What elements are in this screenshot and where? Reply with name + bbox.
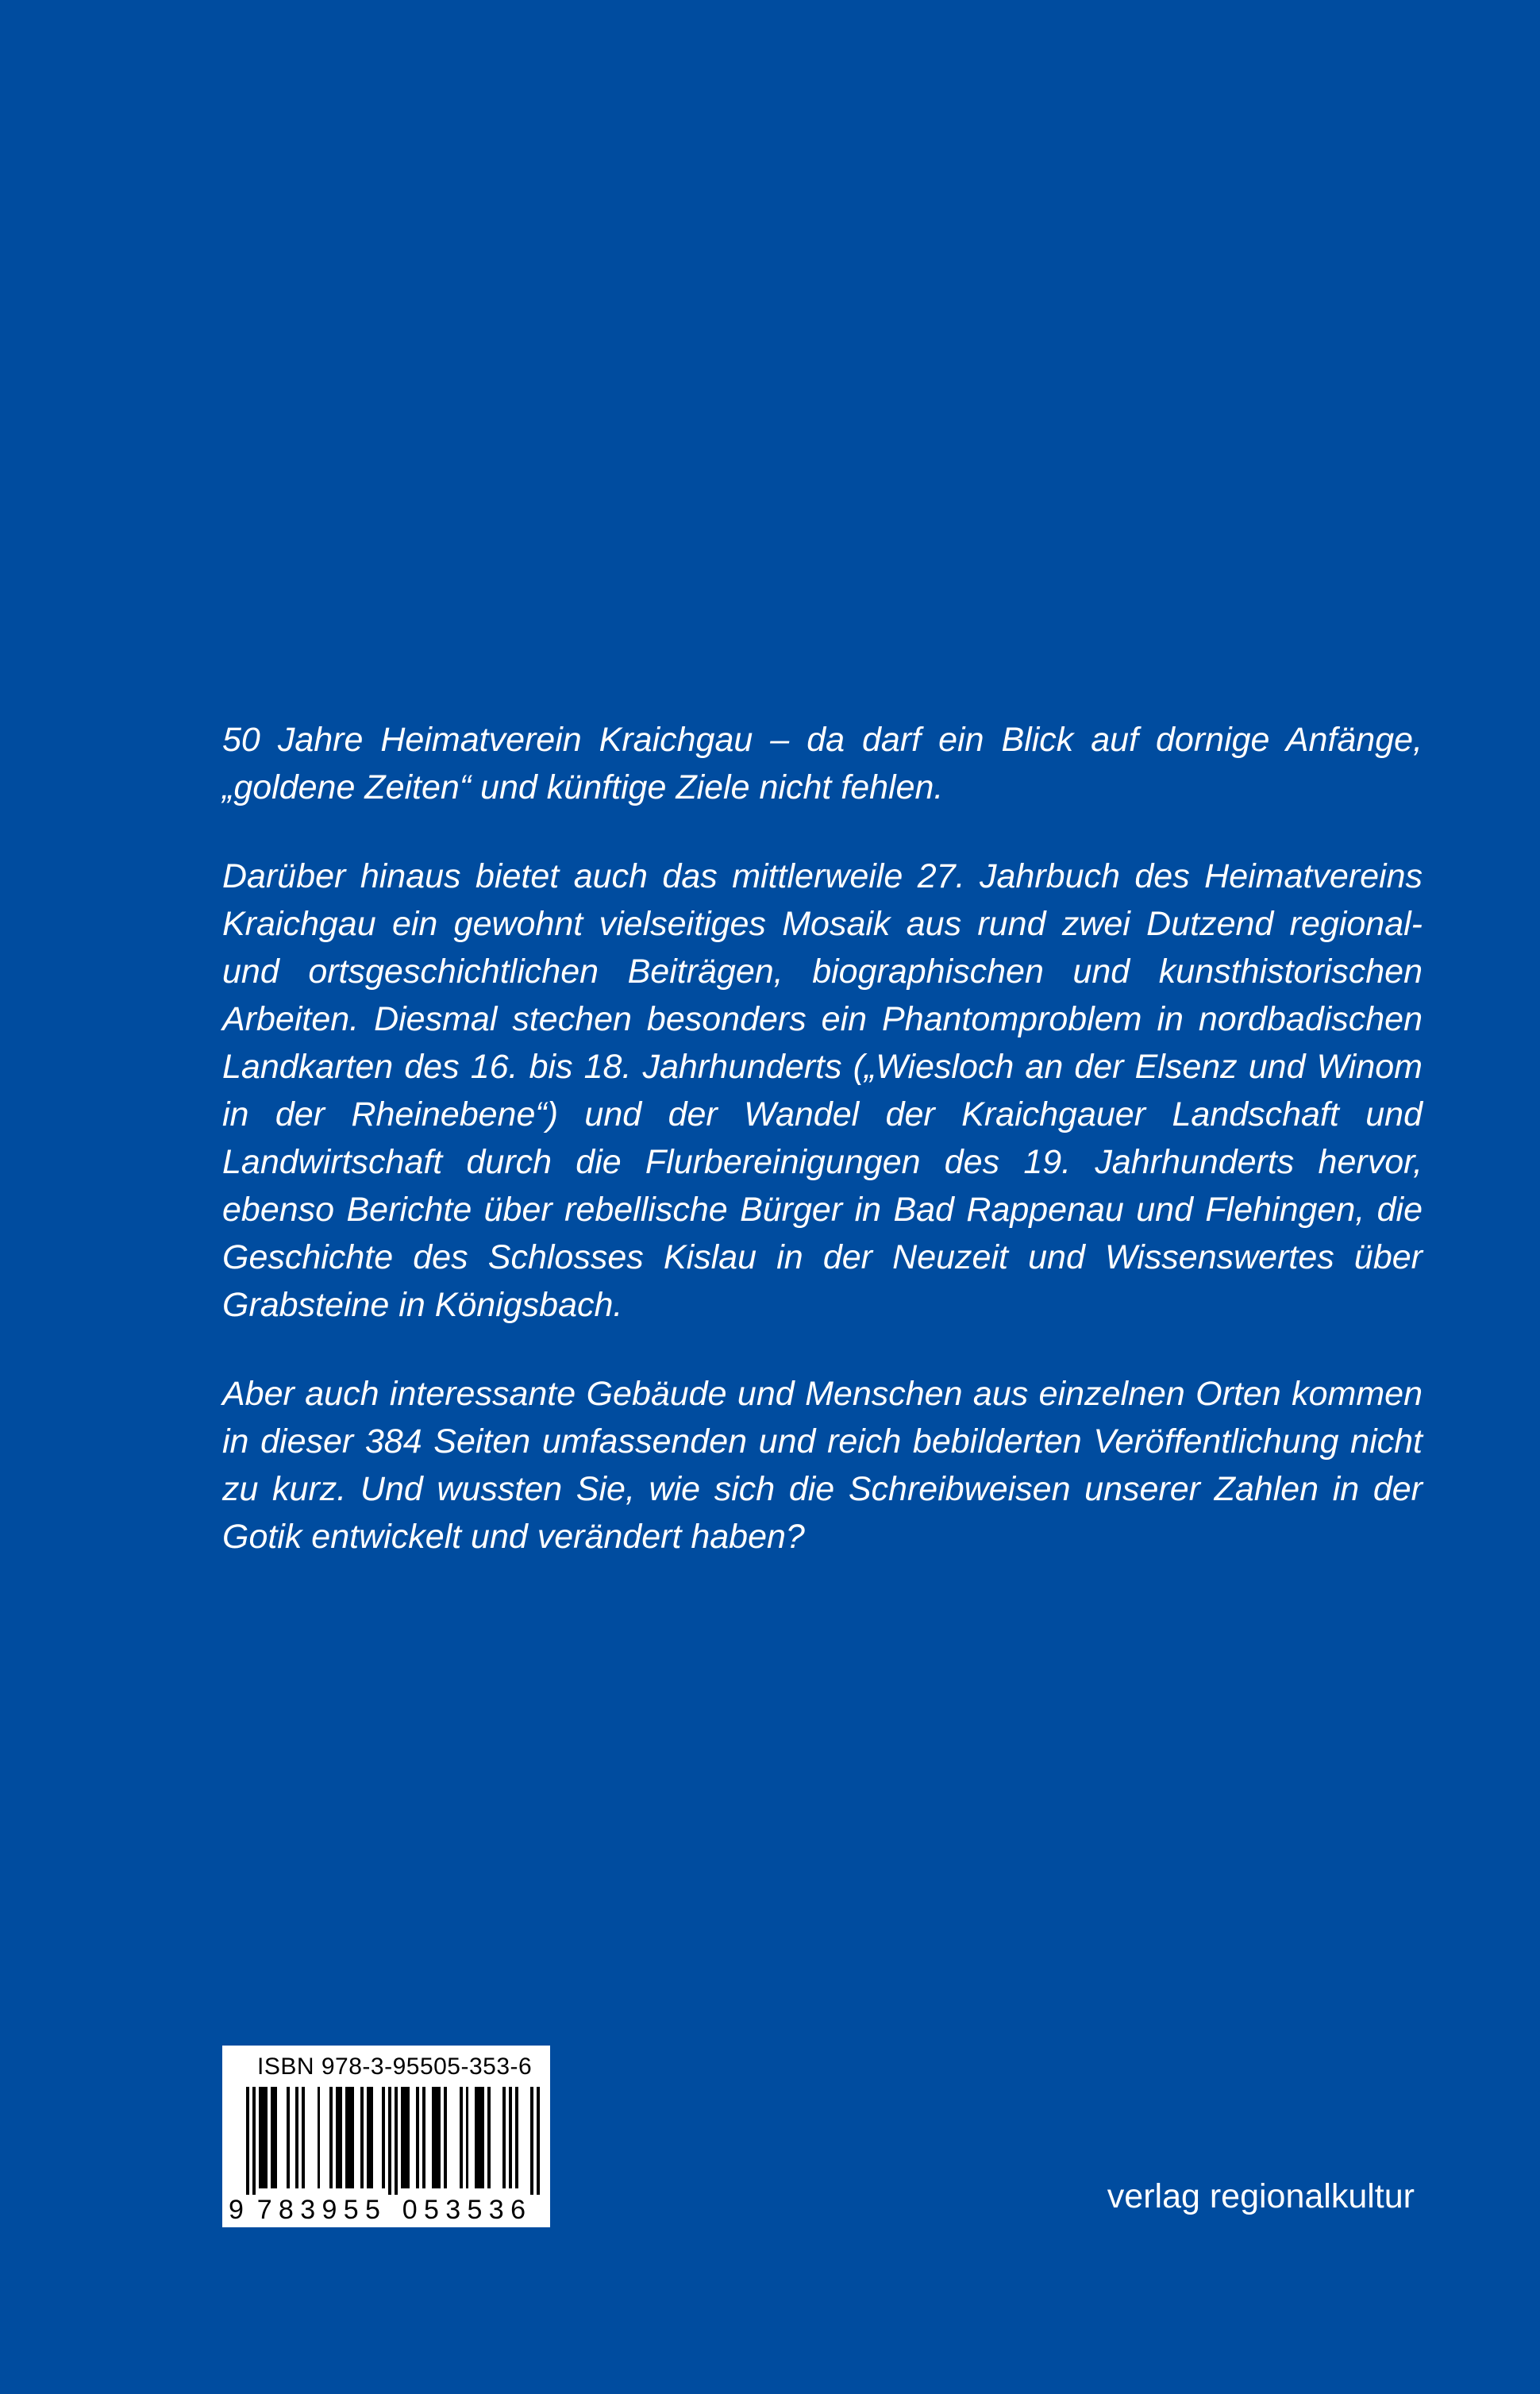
barcode-digit: 5 <box>343 2195 359 2225</box>
blurb-paragraph-2: Darüber hinaus bietet auch das mittlerweile 27. Jahrbuch des Heimatvereins Kraichgau ein gewohnt vielseitiges Mosaik aus rund zwei Dutzend regional- und ortsgeschichtlichen Beiträgen, biographischen und kunsthistorischen Arbeiten. Diesmal stechen besonders ein Phantomproblem in nordbadischen Landkarten des 16. bis 18. Jahrhunderts („Wiesloch an der Elsenz und Winom in der Rheinebene“) und der Wandel der Kraichgauer Landschaft und Landwirtschaft durch die Flurbereinigungen des 19. Jahrhunderts hervor, ebenso Berichte über rebellische Bürger in Bad Rappenau und Flehingen, die Geschichte des Schlosses Kislau in der Neuzeit und Wissenswertes über Grabsteine in Königsbach. <box>222 857 1423 1324</box>
barcode-bar <box>336 2087 342 2188</box>
barcode-bar <box>295 2087 298 2188</box>
barcode-digit: 3 <box>300 2195 316 2225</box>
barcode-digit: 5 <box>467 2195 483 2225</box>
blurb-paragraph-1: 50 Jahre Heimatverein Kraichgau – da darf ein Blick auf dornige Anfänge, „goldene Zeiten“ und künftige Ziele nicht fehlen. <box>222 721 1423 806</box>
barcode-bar <box>475 2087 484 2188</box>
barcode-bar <box>401 2087 410 2188</box>
barcode-digit: 0 <box>402 2195 418 2225</box>
barcode-bar <box>444 2087 447 2188</box>
barcode-digit: 9 <box>321 2195 337 2225</box>
isbn-label: ISBN 978-3-95505-353-6 <box>257 2053 533 2080</box>
barcode-digit: 6 <box>510 2195 526 2225</box>
barcode-digits <box>229 2195 546 2227</box>
barcode-bar <box>287 2087 290 2188</box>
barcode-bar <box>537 2087 540 2195</box>
barcode-bar <box>382 2087 385 2188</box>
barcode-bar <box>259 2087 268 2188</box>
barcode-bar <box>246 2087 249 2195</box>
publisher-name: verlag regionalkultur <box>1107 2177 1415 2215</box>
barcode-digit: 8 <box>278 2195 294 2225</box>
barcode-bar <box>432 2087 441 2188</box>
isbn-barcode <box>222 2046 550 2227</box>
barcode-digit: 3 <box>445 2195 461 2225</box>
barcode-digit: 9 <box>229 2195 244 2225</box>
barcode-bar <box>360 2087 364 2188</box>
barcode-digit: 5 <box>365 2195 380 2225</box>
barcode-bar <box>329 2087 333 2188</box>
barcode-bar <box>422 2087 425 2188</box>
blurb-paragraph-3: Aber auch interessante Gebäude und Menschen aus einzelnen Orten kommen in dieser 384 Seiten umfassenden und reich bebilderten Veröffentlichung nicht zu kurz. Und wussten Sie, wie sich die Schreibweisen unserer Zahlen in der Gotik entwickelt und verändert haben? <box>222 1375 1423 1556</box>
barcode-bar <box>302 2087 305 2188</box>
barcode-bars <box>246 2087 540 2195</box>
barcode-bar <box>509 2087 512 2188</box>
blurb-text <box>222 716 1423 1561</box>
barcode-bar <box>271 2087 277 2188</box>
barcode-digit: 5 <box>424 2195 439 2225</box>
barcode-bar <box>318 2087 321 2188</box>
barcode-digit: 3 <box>488 2195 504 2225</box>
barcode-bar <box>388 2087 391 2195</box>
barcode-bar <box>530 2087 533 2195</box>
barcode-bar <box>345 2087 355 2188</box>
barcode-bar <box>416 2087 419 2188</box>
barcode-bar <box>515 2087 518 2188</box>
barcode-bar <box>395 2087 398 2195</box>
barcode-bar <box>502 2087 506 2188</box>
barcode-bar <box>252 2087 256 2195</box>
barcode-digit: 7 <box>256 2195 272 2225</box>
barcode-bar <box>487 2087 491 2188</box>
barcode-bar <box>466 2087 469 2188</box>
barcode-bar <box>460 2087 463 2188</box>
barcode-bar <box>367 2087 373 2188</box>
